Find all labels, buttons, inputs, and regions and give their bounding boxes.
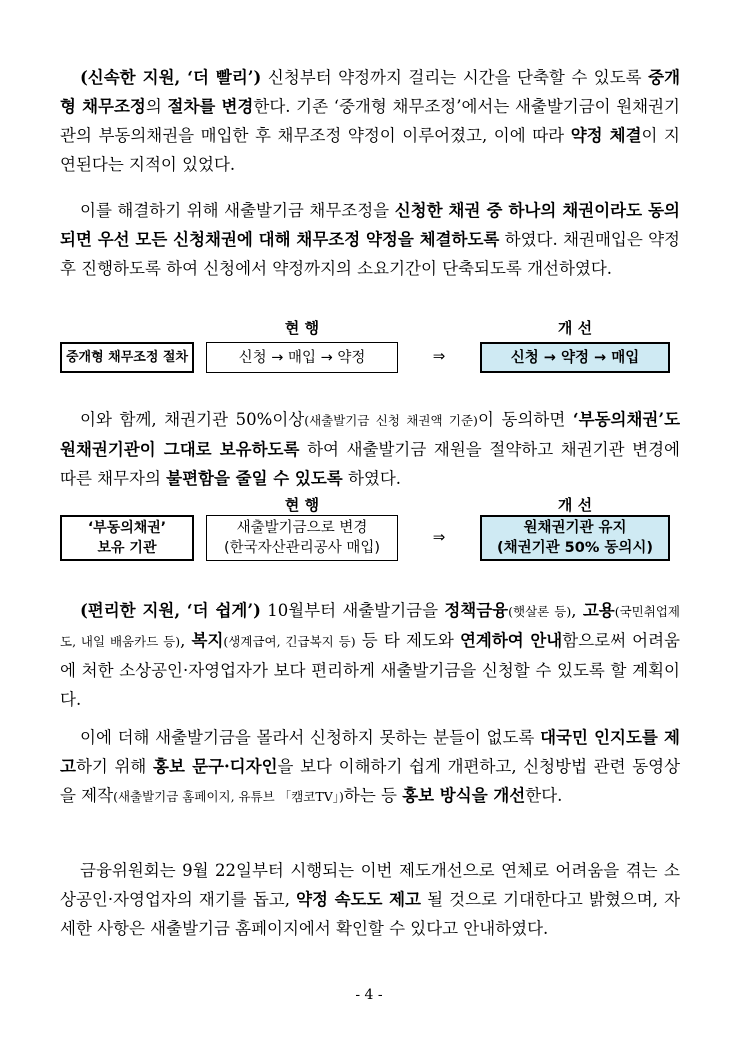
note: (새출발기금 신청 채권액 기준) [304, 413, 478, 428]
text: 이를 해결하기 위해 새출발기금 채무조정을 [80, 201, 395, 220]
text: , [180, 631, 192, 650]
text: 함으로써 어려움에 처한 소상공인·자영업자가 보다 편리하게 새출발기금을 신청할 수 있도록 할 계획이다. [60, 631, 680, 709]
emphasis: 불편함을 줄일 수 있도록 [166, 469, 343, 488]
emphasis: 중개형 채무조정 [60, 68, 681, 116]
emphasis: 약정 속도도 제고 [296, 890, 421, 909]
text: 10월부터 새출발기금을 [260, 601, 445, 620]
flow2-arrow-icon: ⇒ [432, 528, 446, 546]
emphasis: 약정 체결 [570, 126, 642, 145]
text: 이 지연된다는 지적이 있었다. [60, 126, 680, 174]
label-line: 보유 기관 [97, 540, 157, 556]
current-line: 새출발기금으로 변경 [236, 520, 368, 536]
text: 하였다. 채권매입은 약정 후 진행하도록 하여 신청에서 약정까지의 소요기간이 단축되도록 개선하였다. [60, 230, 680, 278]
page-number: - 4 - [355, 987, 383, 1003]
flow1-current-header: 현 행 [284, 319, 320, 337]
emphasis: 고용 [582, 601, 615, 620]
emphasis: 정책금융 [444, 601, 509, 620]
section-heading-speed: (신속한 지원, ‘더 빨리’) [80, 68, 262, 87]
flow1-arrow-icon: ⇒ [432, 347, 446, 365]
text: 등 타 제도와 [355, 631, 460, 650]
text: 한다. [525, 786, 563, 805]
improved-line: 원채권기관 유지 [523, 520, 627, 536]
text: 한다. 기존 ‘중개형 채무조정’에서는 새출발기금이 원채권기관의 부동의채권을 매입한 후 채무조정 약정이 이루어졌고, 이에 따라 [60, 97, 680, 145]
flow1-improved-box: 신청 → 약정 → 매입 [480, 342, 670, 373]
current-line: (한국자산관리공사 매입) [224, 540, 380, 556]
text: 하는 등 [343, 786, 403, 805]
emphasis: 신청한 채권 중 하나의 채권이라도 동의되면 우선 모든 신청채권에 대해 채무조정 약정을 체결하도록 [60, 201, 680, 249]
section-heading-easy: (편리한 지원, ‘더 쉽게’) [80, 601, 261, 620]
improved-line: (채권기관 50% 동의시) [496, 540, 654, 556]
text: 금융위원회는 9월 22일부터 시행되는 이번 제도개선으로 연체로 어려움을 겪는 소상공인·자영업자의 재기를 돕고, [60, 861, 680, 909]
emphasis: 홍보 방식을 개선 [402, 786, 526, 805]
flow2-label-box [60, 515, 194, 561]
text: 이와 함께, 채권기관 50%이상 [80, 410, 305, 429]
text: 하여 새출발기금 재원을 절약하고 채권기관 변경에 따른 채무자의 [60, 440, 680, 488]
paragraph-non-consent-claims [60, 405, 680, 493]
note: (햇살론 등) [508, 604, 572, 619]
text: 이 동의하면 [477, 410, 573, 429]
text: 을 보다 이해하기 쉽게 개편하고, 신청방법 관련 동영상을 제작 [60, 757, 681, 805]
emphasis: 홍보 문구·디자인 [153, 757, 278, 776]
flow2-current-header: 현 행 [284, 496, 320, 514]
flow2-improved-box [480, 515, 670, 561]
flow2-improved-header: 개 선 [557, 496, 593, 514]
label-line: ‘부동의채권’ [87, 520, 167, 536]
text: 하였다. [342, 469, 402, 488]
paragraph-speed-support [60, 63, 680, 179]
paragraph-convenient-support [60, 596, 680, 714]
paragraph-conclusion [60, 856, 680, 943]
flow1-improved-header: 개 선 [557, 319, 593, 337]
note: (국민취업제도, 내일 배움카드 등) [60, 604, 680, 649]
note: (새출발기금 홈페이지, 유튜브 「캠코TV」) [113, 789, 344, 804]
emphasis: 연계하여 안내 [459, 631, 563, 650]
text: 의 [145, 97, 168, 116]
text: 이에 더해 새출발기금을 몰라서 신청하지 못하는 분들이 없도록 [80, 728, 541, 747]
text: 하기 위해 [75, 757, 154, 776]
flow1-current-box: 신청 → 매입 → 약정 [206, 342, 398, 373]
emphasis: 대국민 인지도를 제고 [60, 728, 680, 776]
note: (생계급여, 긴급복지 등) [223, 634, 356, 649]
paragraph-agreement-first [60, 196, 680, 283]
emphasis: 복지 [191, 631, 224, 650]
emphasis: ‘부동의채권’도 원채권기관이 그대로 보유하도록 [60, 410, 681, 459]
text: 될 것으로 기대한다고 밝혔으며, 자세한 사항은 새출발기금 홈페이지에서 확인할 수 있다고 안내하였다. [60, 890, 681, 938]
flow1-label-box: 중개형 채무조정 절차 [60, 342, 194, 373]
text: , [571, 601, 583, 620]
flow2-current-box [206, 515, 398, 561]
paragraph-promotion [60, 723, 680, 811]
text: 신청부터 약정까지 걸리는 시간을 단축할 수 있도록 [261, 68, 649, 87]
emphasis: 절차를 변경 [167, 97, 254, 116]
